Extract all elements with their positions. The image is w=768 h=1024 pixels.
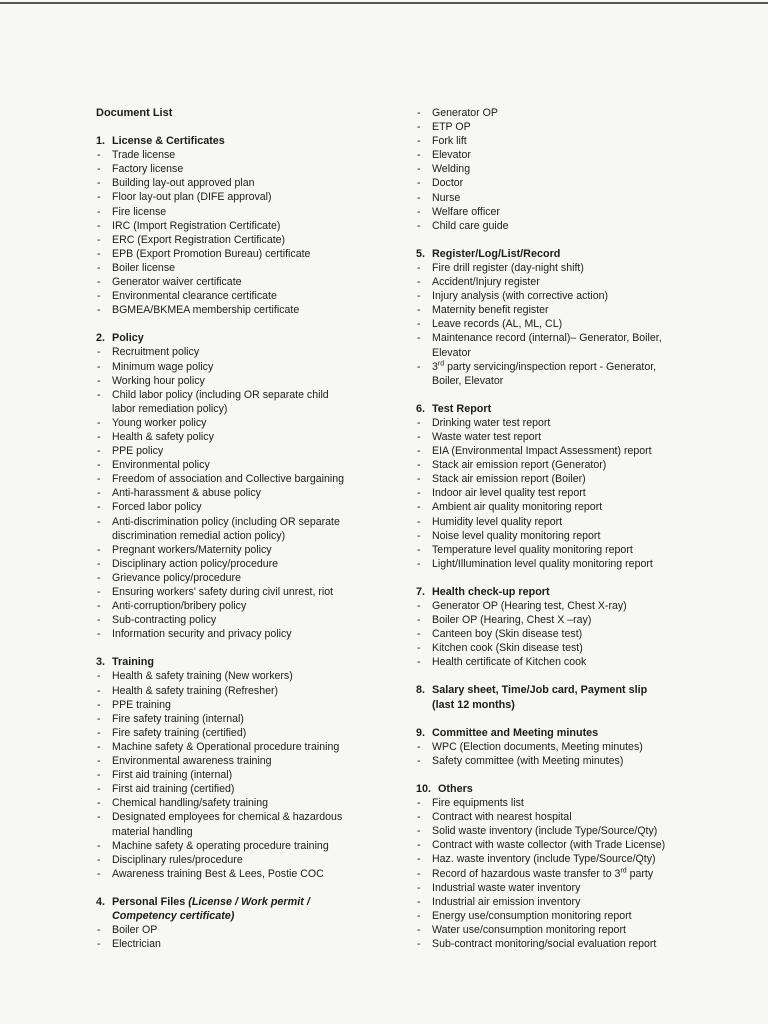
list-item: - Nurse — [410, 191, 710, 205]
section-number: 7. — [416, 585, 426, 598]
list-item: - Floor lay-out plan (DIFE approval) — [90, 190, 390, 204]
list-item: - Building lay-out approved plan — [90, 176, 390, 190]
list-item: - EIA (Environmental Impact Assessment) report — [410, 444, 710, 458]
list-item: - ERC (Export Registration Certificate) — [90, 233, 390, 247]
item-list — [410, 106, 710, 233]
item-list — [90, 148, 390, 317]
list-item: - Freedom of association and Collective bargaining — [90, 472, 390, 486]
section-heading — [90, 331, 390, 345]
section-number: 6. — [416, 402, 426, 415]
section-heading — [90, 895, 390, 923]
list-item: - Child care guide — [410, 219, 710, 233]
list-item: - Stack air emission report (Generator) — [410, 458, 710, 472]
section-title: Test Report — [432, 402, 492, 415]
list-item: - Indoor air level quality test report — [410, 486, 710, 500]
list-item: - Contract with waste collector (with Trade License) — [410, 838, 710, 852]
section-title: Policy — [112, 332, 144, 345]
section-title: Training — [112, 656, 154, 669]
list-item: - Boiler OP (Hearing, Chest X –ray) — [410, 613, 710, 627]
list-item: - Anti-discrimination policy (including OR separate — [90, 515, 390, 529]
section-heading — [410, 726, 710, 740]
list-item: - Contract with nearest hospital — [410, 810, 710, 824]
section — [410, 402, 710, 571]
list-item: - IRC (Import Registration Certificate) — [90, 219, 390, 233]
section-heading — [90, 134, 390, 148]
list-item: - WPC (Election documents, Meeting minutes) — [410, 740, 710, 754]
section — [90, 134, 390, 317]
section-heading — [90, 655, 390, 669]
list-item: - ETP OP — [410, 120, 710, 134]
list-item: - Generator OP — [410, 106, 710, 120]
section-number: 2. — [96, 332, 106, 345]
list-item: - Noise level quality monitoring report — [410, 529, 710, 543]
list-item: - Pregnant workers/Maternity policy — [90, 543, 390, 557]
list-item: - Fire equipments list — [410, 796, 710, 810]
section-title-italic: (License / Work permit / — [188, 895, 310, 908]
left-column — [90, 106, 390, 965]
list-item: - Fire safety training (internal) — [90, 712, 390, 726]
list-item: - PPE policy — [90, 444, 390, 458]
list-item: - Recruitment policy — [90, 345, 390, 359]
list-item: - Environmental policy — [90, 458, 390, 472]
section — [90, 655, 390, 881]
section-title: Personal Files — [112, 895, 189, 908]
section-number: 10. — [416, 782, 432, 795]
list-item: - Factory license — [90, 162, 390, 176]
section-heading — [410, 585, 710, 599]
list-item: - Drinking water test report — [410, 416, 710, 430]
section — [410, 683, 710, 711]
list-item: - Young worker policy — [90, 416, 390, 430]
list-item: - Stack air emission report (Boiler) — [410, 472, 710, 486]
list-item: - Working hour policy — [90, 374, 390, 388]
list-item: - Trade license — [90, 148, 390, 162]
section-heading — [410, 683, 710, 711]
section-heading — [410, 782, 710, 796]
list-item: - Generator OP (Hearing test, Chest X-ray) — [410, 599, 710, 613]
item-list — [90, 669, 390, 880]
section-title: Health check-up report — [432, 585, 550, 598]
section-title: Register/Log/List/Record — [432, 247, 561, 260]
list-item: - Health certificate of Kitchen cook — [410, 655, 710, 669]
section-title-continued: Competency certificate) — [112, 909, 235, 922]
item-list — [410, 416, 710, 571]
list-item: discrimination remedial action policy) — [112, 529, 286, 542]
section-number: 8. — [416, 684, 426, 697]
list-item: - Minimum wage policy — [90, 360, 390, 374]
list-item: - Haz. waste inventory (include Type/Source/Qty) — [410, 852, 710, 866]
section — [410, 247, 710, 388]
list-item: - Electrician — [90, 937, 390, 951]
list-item: - Information security and privacy policy — [90, 627, 390, 641]
list-item: - Light/Illumination level quality monitoring report — [410, 557, 710, 571]
list-item: - Industrial waste water inventory — [410, 881, 710, 895]
list-item: - Sub-contract monitoring/social evaluation report — [410, 937, 710, 951]
list-item: - Water use/consumption monitoring report — [410, 923, 710, 937]
section-number: 1. — [96, 135, 106, 148]
item-list — [410, 740, 710, 768]
list-item: - Maternity benefit register — [410, 303, 710, 317]
section-title-continued: (last 12 months) — [432, 698, 515, 711]
item-list — [90, 345, 390, 641]
list-item: - Safety committee (with Meeting minutes) — [410, 754, 710, 768]
list-item: - Ensuring workers' safety during civil unrest, riot — [90, 585, 390, 599]
list-item: - Forced labor policy — [90, 500, 390, 514]
list-item: - Ambient air quality monitoring report — [410, 500, 710, 514]
section-number: 9. — [416, 726, 426, 739]
item-list — [410, 796, 710, 951]
list-item: - Fire safety training (certified) — [90, 726, 390, 740]
list-item: - Environmental clearance certificate — [90, 289, 390, 303]
page-top-border — [0, 2, 768, 10]
list-item: - Machine safety & operating procedure training — [90, 839, 390, 853]
list-item: - Canteen boy (Skin disease test) — [410, 627, 710, 641]
section-number: 4. — [96, 895, 106, 908]
section-title: License & Certificates — [112, 135, 225, 148]
list-item: - Accident/Injury register — [410, 275, 710, 289]
list-item: - Injury analysis (with corrective action) — [410, 289, 710, 303]
section — [410, 585, 710, 670]
section-title: Salary sheet, Time/Job card, Payment slip — [432, 684, 648, 697]
section — [410, 106, 710, 233]
list-item: - Solid waste inventory (include Type/Source/Qty) — [410, 824, 710, 838]
list-item: - Generator waiver certificate — [90, 275, 390, 289]
list-item: - Boiler license — [90, 261, 390, 275]
list-item: - Grievance policy/procedure — [90, 571, 390, 585]
item-list — [410, 261, 710, 388]
section — [410, 782, 710, 951]
list-item: - Child labor policy (including OR separate child — [90, 388, 390, 402]
section-heading — [410, 247, 710, 261]
list-item: - BGMEA/BKMEA membership certificate — [90, 303, 390, 317]
right-column — [410, 106, 710, 965]
document-title: Document List — [96, 107, 173, 119]
list-item: - Leave records (AL, ML, CL) — [410, 317, 710, 331]
list-item: - Disciplinary action policy/procedure — [90, 557, 390, 571]
section — [90, 331, 390, 641]
list-item: Elevator — [432, 346, 471, 359]
list-item: - 3rd party servicing/inspection report - Generator, — [410, 360, 710, 374]
list-item: - Environmental awareness training — [90, 754, 390, 768]
list-item: - Kitchen cook (Skin disease test) — [410, 641, 710, 655]
list-item: - Elevator — [410, 148, 710, 162]
list-item: - PPE training — [90, 698, 390, 712]
section-heading — [410, 402, 710, 416]
item-list — [410, 599, 710, 669]
list-item: - Fire license — [90, 205, 390, 219]
list-item: - Fork lift — [410, 134, 710, 148]
section-title: Committee and Meeting minutes — [432, 726, 599, 739]
list-item: - Welfare officer — [410, 205, 710, 219]
section-number: 3. — [96, 656, 106, 669]
list-item: - Boiler OP — [90, 923, 390, 937]
list-item: - Doctor — [410, 176, 710, 190]
list-item: - Waste water test report — [410, 430, 710, 444]
section-number: 5. — [416, 247, 426, 260]
list-item: - First aid training (internal) — [90, 768, 390, 782]
list-item: - Anti-harassment & abuse policy — [90, 486, 390, 500]
list-item: - Humidity level quality report — [410, 515, 710, 529]
list-item: - Health & safety policy — [90, 430, 390, 444]
list-item: - Energy use/consumption monitoring report — [410, 909, 710, 923]
list-item: Boiler, Elevator — [432, 374, 504, 387]
list-item: - Record of hazardous waste transfer to 3rd party — [410, 867, 710, 881]
list-item: labor remediation policy) — [112, 402, 228, 415]
list-item: - Awareness training Best & Lees, Postie COC — [90, 867, 390, 881]
list-item: - EPB (Export Promotion Bureau) certificate — [90, 247, 390, 261]
list-item: - Machine safety & Operational procedure training — [90, 740, 390, 754]
list-item: - Chemical handling/safety training — [90, 796, 390, 810]
list-item: material handling — [112, 825, 193, 838]
section-title: Others — [438, 782, 473, 795]
list-item: - Industrial air emission inventory — [410, 895, 710, 909]
list-item: - Anti-corruption/bribery policy — [90, 599, 390, 613]
list-item: - Designated employees for chemical & hazardous — [90, 810, 390, 824]
list-item: - Disciplinary rules/procedure — [90, 853, 390, 867]
section — [90, 895, 390, 951]
section — [410, 726, 710, 768]
list-item: - Sub-contracting policy — [90, 613, 390, 627]
list-item: - First aid training (certified) — [90, 782, 390, 796]
item-list — [90, 923, 390, 951]
list-item: - Welding — [410, 162, 710, 176]
list-item: - Temperature level quality monitoring report — [410, 543, 710, 557]
list-item: - Maintenance record (internal)– Generator, Boiler, — [410, 331, 710, 345]
list-item: - Health & safety training (New workers) — [90, 669, 390, 683]
list-item: - Fire drill register (day-night shift) — [410, 261, 710, 275]
list-item: - Health & safety training (Refresher) — [90, 684, 390, 698]
